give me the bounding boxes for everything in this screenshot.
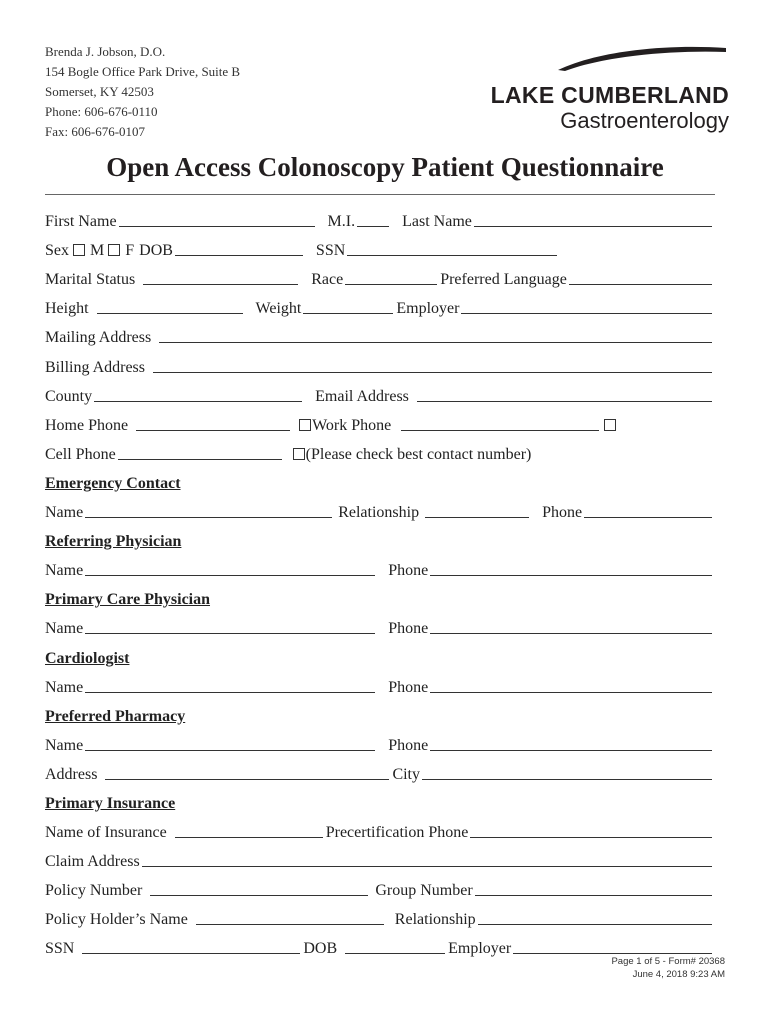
holder-dob-field[interactable] [345, 953, 445, 954]
doctor-name: Brenda J. Jobson, D.O. [45, 44, 166, 59]
female-label: F [125, 242, 135, 260]
insurance-name-field[interactable] [175, 837, 323, 838]
policy-holder-field[interactable] [196, 924, 384, 925]
section-primary-insurance [45, 784, 715, 813]
dob-field[interactable] [175, 255, 303, 256]
pharmacy-address-field[interactable] [105, 779, 389, 780]
row-home-work-phone [45, 406, 715, 435]
policy-number-field[interactable] [150, 895, 368, 896]
holder-relationship-field[interactable] [478, 924, 712, 925]
referring-physician-heading: Referring Physician [45, 533, 182, 551]
row-sex-dob-ssn [45, 231, 715, 260]
sex-male-checkbox[interactable] [73, 244, 85, 256]
race-field[interactable] [345, 284, 437, 285]
last-name-field[interactable] [474, 226, 712, 227]
primary-care-phone-label: Phone [388, 620, 429, 638]
row-insurance-name [45, 813, 715, 842]
sex-female-checkbox[interactable] [108, 244, 120, 256]
last-name-label: Last Name [402, 213, 472, 231]
insurance-name-label: Name of Insurance [45, 824, 167, 842]
best-contact-note: (Please check best contact number) [305, 445, 532, 463]
claim-address-field[interactable] [142, 866, 712, 867]
section-primary-care-physician [45, 580, 715, 609]
weight-field[interactable] [303, 313, 393, 314]
pharmacy-city-label: City [392, 765, 420, 783]
pharmacy-phone-field[interactable] [430, 750, 712, 751]
referring-name-field[interactable] [85, 575, 375, 576]
holder-ssn-field[interactable] [82, 953, 300, 954]
home-phone-checkbox[interactable] [299, 419, 311, 431]
billing-address-label: Billing Address [45, 358, 146, 376]
row-policy-holder [45, 900, 715, 929]
cell-phone-field[interactable] [118, 459, 282, 460]
work-phone-checkbox[interactable] [604, 419, 616, 431]
mi-label: M.I. [327, 213, 356, 231]
primary-insurance-heading: Primary Insurance [45, 794, 176, 812]
employer-label: Employer [396, 300, 460, 318]
holder-ssn-label: SSN [45, 940, 75, 958]
male-label: M [90, 242, 105, 260]
email-address-label: Email Address [315, 387, 409, 405]
print-date: June 4, 2018 9:23 AM [632, 969, 725, 980]
row-name [45, 202, 715, 231]
sex-label: Sex [45, 242, 69, 260]
row-marital-race-language [45, 260, 715, 289]
city-state-zip: Somerset, KY 42503 [45, 84, 154, 99]
pharmacy-phone-label: Phone [388, 736, 429, 754]
row-primary-care-physician [45, 609, 715, 638]
row-pharmacy-address [45, 755, 715, 784]
emergency-phone-label: Phone [542, 504, 583, 522]
marital-status-field[interactable] [143, 284, 298, 285]
marital-status-label: Marital Status [45, 271, 136, 289]
cardiologist-phone-field[interactable] [430, 692, 712, 693]
practice-address [45, 42, 240, 142]
cardiologist-name-field[interactable] [85, 692, 375, 693]
emergency-contact-heading: Emergency Contact [45, 474, 181, 492]
primary-care-heading: Primary Care Physician [45, 591, 211, 609]
cell-phone-checkbox[interactable] [293, 448, 305, 460]
row-policy-group [45, 871, 715, 900]
ssn-label: SSN [315, 242, 346, 260]
fax-number: Fax: 606-676-0107 [45, 124, 146, 139]
ssn-field[interactable] [347, 255, 557, 256]
emergency-relationship-field[interactable] [425, 517, 529, 518]
section-emergency-contact [45, 464, 715, 493]
height-label: Height [45, 300, 89, 318]
pharmacy-address-label: Address [45, 765, 98, 783]
row-mailing-address [45, 318, 715, 347]
clinic-logo [400, 40, 730, 140]
row-height-weight-employer [45, 289, 715, 318]
group-number-label: Group Number [375, 882, 473, 900]
precertification-phone-field[interactable] [470, 837, 712, 838]
preferred-language-field[interactable] [569, 284, 712, 285]
emergency-phone-field[interactable] [584, 517, 712, 518]
cell-phone-label: Cell Phone [45, 445, 116, 463]
primary-care-name-field[interactable] [85, 633, 375, 634]
street-address: 154 Bogle Office Park Drive, Suite B [45, 64, 241, 79]
home-phone-field[interactable] [136, 430, 290, 431]
referring-phone-label: Phone [388, 562, 429, 580]
policy-holder-label: Policy Holder’s Name [45, 911, 188, 929]
row-cardiologist [45, 668, 715, 697]
row-cell-phone [45, 435, 715, 464]
mailing-address-field[interactable] [159, 342, 712, 343]
first-name-field[interactable] [119, 226, 315, 227]
logo-name: LAKE CUMBERLAND [490, 82, 729, 108]
cardiologist-heading: Cardiologist [45, 649, 130, 667]
claim-address-label: Claim Address [45, 853, 140, 871]
dob-label: DOB [139, 242, 173, 260]
row-referring-physician [45, 551, 715, 580]
county-field[interactable] [94, 401, 302, 402]
page-title: Open Access Colonoscopy Patient Questionnaire [106, 152, 664, 182]
cardiologist-name-label: Name [45, 678, 84, 696]
employer-field[interactable] [461, 313, 712, 314]
holder-employer-label: Employer [448, 940, 512, 958]
billing-address-field[interactable] [153, 372, 712, 373]
preferred-pharmacy-heading: Preferred Pharmacy [45, 707, 186, 725]
logo-swoosh-icon [400, 40, 730, 80]
preferred-language-label: Preferred Language [440, 271, 567, 289]
height-field[interactable] [97, 313, 243, 314]
pharmacy-name-field[interactable] [85, 750, 375, 751]
home-phone-label: Home Phone [45, 416, 129, 434]
email-address-field[interactable] [417, 401, 712, 402]
first-name-label: First Name [45, 213, 117, 231]
referring-phone-field[interactable] [430, 575, 712, 576]
mi-field[interactable] [357, 226, 389, 227]
row-county-email [45, 377, 715, 406]
questionnaire-form [45, 202, 715, 958]
emergency-name-field[interactable] [85, 517, 332, 518]
county-label: County [45, 387, 93, 405]
pharmacy-name-label: Name [45, 736, 84, 754]
section-cardiologist [45, 638, 715, 667]
primary-care-name-label: Name [45, 620, 84, 638]
referring-name-label: Name [45, 562, 84, 580]
primary-care-phone-field[interactable] [430, 633, 712, 634]
title-divider [45, 194, 715, 195]
policy-number-label: Policy Number [45, 882, 143, 900]
row-emergency-contact [45, 493, 715, 522]
emergency-relationship-label: Relationship [338, 504, 420, 522]
section-preferred-pharmacy [45, 697, 715, 726]
logo-subtitle: Gastroenterology [560, 108, 729, 133]
group-number-field[interactable] [475, 895, 712, 896]
precertification-phone-label: Precertification Phone [325, 824, 469, 842]
mailing-address-label: Mailing Address [45, 329, 152, 347]
emergency-name-label: Name [45, 504, 84, 522]
page-footer [611, 955, 725, 981]
weight-label: Weight [255, 300, 302, 318]
cardiologist-phone-label: Phone [388, 678, 429, 696]
holder-relationship-label: Relationship [394, 911, 476, 929]
section-referring-physician [45, 522, 715, 551]
phone-number: Phone: 606-676-0110 [45, 104, 158, 119]
page-number: Page 1 of 5 - Form# 20368 [611, 956, 725, 967]
row-claim-address [45, 842, 715, 871]
pharmacy-city-field[interactable] [422, 779, 712, 780]
work-phone-field[interactable] [401, 430, 599, 431]
work-phone-label: Work Phone [312, 416, 392, 434]
row-pharmacy-name [45, 726, 715, 755]
row-billing-address [45, 347, 715, 376]
race-label: Race [311, 271, 344, 289]
holder-dob-label: DOB [303, 940, 338, 958]
